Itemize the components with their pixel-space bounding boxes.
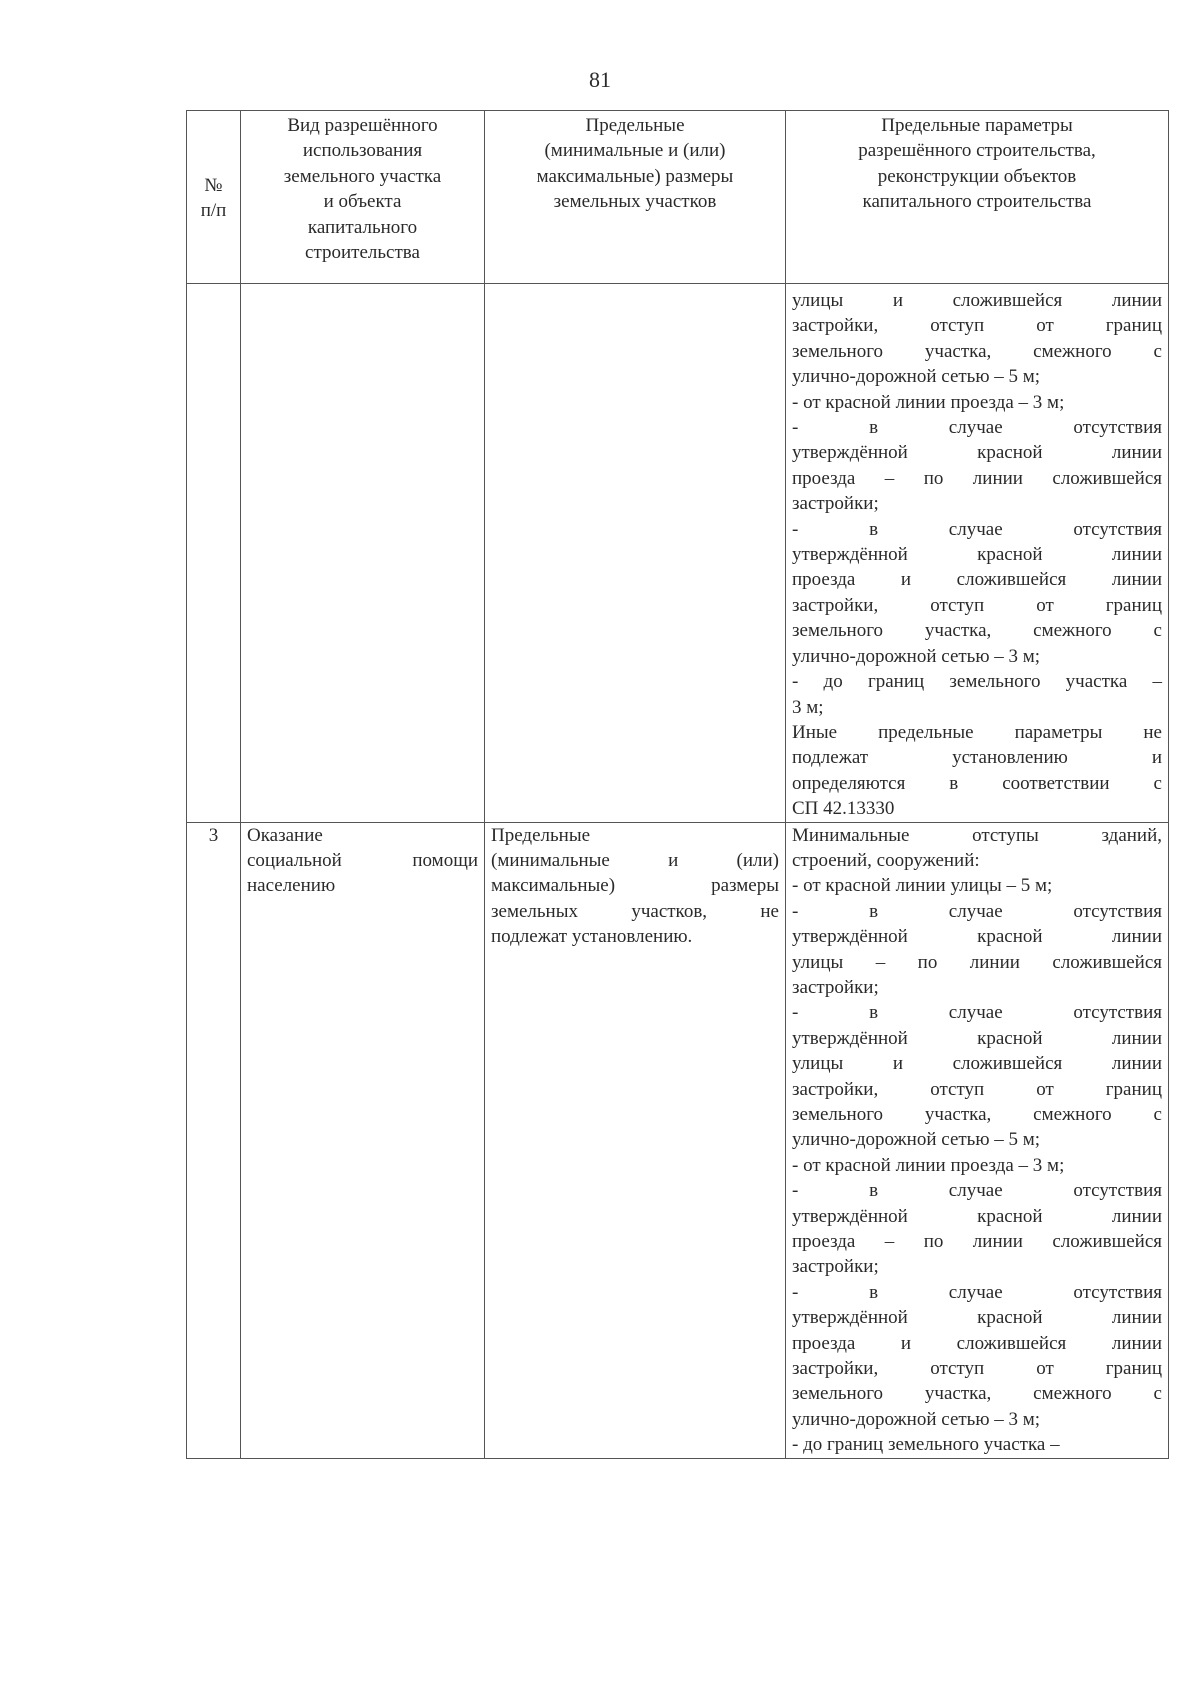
cell-text-line: улицы и сложившейся линии <box>792 290 1162 311</box>
header-use-type: Вид разрешённого использования земельного участка и объекта капитального строительства <box>241 111 485 284</box>
cell-text-line: застройки, отступ от границ <box>792 1358 1162 1380</box>
cell-text-line: утверждённой красной линии <box>792 544 1162 566</box>
cell-text-line: - от красной линии проезда – 3 м; <box>792 1154 1065 1176</box>
cell-text-line: застройки; <box>792 1256 879 1278</box>
cell-text-line: земельного участка, смежного с <box>792 1383 1162 1405</box>
page-number: 81 <box>589 67 611 92</box>
cell-text-line: проезда и сложившейся линии <box>792 569 1162 591</box>
header-construction-params: Предельные параметры разрешённого строительства, реконструкции объектов капитального строительства <box>786 111 1169 284</box>
cell-text-line: застройки; <box>792 976 879 998</box>
cell-text-line: - в случае отсутствия <box>792 900 1162 922</box>
cell-text-line: - в случае отсутствия <box>792 1002 1162 1024</box>
cell-text-line: проезда и сложившейся линии <box>792 1332 1162 1354</box>
cell-text-line: - в случае отсутствия <box>792 518 1162 540</box>
cell-construction-params <box>786 284 1169 823</box>
cell-text-line: улично-дорожной сетью – 3 м; <box>792 1408 1041 1430</box>
cell-text-line: земельного участка, смежного с <box>792 620 1162 642</box>
cell-text-line: подлежат установлению и <box>792 747 1162 769</box>
cell-text-line: - до границ земельного участка – <box>792 1434 1060 1456</box>
cell-text-line: Оказание <box>247 824 323 846</box>
cell-text-line: определяются в соответствии с <box>792 772 1162 794</box>
cell-text-line: застройки; <box>792 493 879 515</box>
cell-number <box>187 284 241 823</box>
cell-text-line: Минимальные отступы зданий, <box>792 824 1162 846</box>
cell-text-line: утверждённой красной линии <box>792 1307 1162 1329</box>
cell-text-line: проезда – по линии сложившейся <box>792 1231 1162 1253</box>
cell-text-line: 3 м; <box>792 696 824 718</box>
cell-text-line: утверждённой красной линии <box>792 1027 1162 1049</box>
cell-text-line: - от красной линии улицы – 5 м; <box>792 875 1053 897</box>
cell-text-line: строений, сооружений: <box>792 849 980 871</box>
cell-text-line: социальной помощи <box>247 849 478 871</box>
cell-text-line: застройки, отступ от границ <box>792 315 1162 337</box>
cell-text-line: улицы и сложившейся линии <box>792 1053 1162 1075</box>
table-row <box>187 822 1169 1458</box>
cell-text-line: застройки, отступ от границ <box>792 594 1162 616</box>
cell-text-line: улично-дорожной сетью – 3 м; <box>792 645 1041 667</box>
cell-text-line: максимальные) размеры <box>491 875 779 897</box>
cell-text-line: земельного участка, смежного с <box>792 1104 1162 1125</box>
cell-text-line: земельного участка, смежного с <box>792 340 1162 362</box>
cell-text-line: улично-дорожной сетью – 5 м; <box>792 1129 1041 1151</box>
cell-number: 3 <box>187 822 241 1458</box>
header-plot-sizes: Предельные (минимальные и (или) максимальные) размеры земельных участков <box>485 111 786 284</box>
cell-text-line: - до границ земельного участка – <box>792 671 1162 693</box>
cell-text-line: (минимальные и (или) <box>491 849 779 871</box>
table-row <box>187 284 1169 823</box>
cell-text-line: СП 42.13330 <box>792 798 895 820</box>
cell-text-line: - от красной линии проезда – 3 м; <box>792 391 1065 413</box>
cell-plot-sizes <box>485 284 786 823</box>
cell-use-type <box>241 284 485 823</box>
cell-construction-params <box>786 822 1169 1458</box>
cell-text-line: подлежат установлению. <box>491 926 693 948</box>
cell-text-line: улицы – по линии сложившейся <box>792 951 1162 973</box>
header-number: № п/п <box>187 111 241 284</box>
cell-text-line: - в случае отсутствия <box>792 417 1162 439</box>
zoning-table <box>186 110 1169 1459</box>
table-header-row <box>187 111 1169 284</box>
cell-text-line: населению <box>247 875 336 897</box>
cell-text-line: застройки, отступ от границ <box>792 1078 1162 1100</box>
cell-text-line: утверждённой красной линии <box>792 926 1162 948</box>
cell-text-line: утверждённой красной линии <box>792 1205 1162 1227</box>
cell-text-line: - в случае отсутствия <box>792 1180 1162 1202</box>
cell-text-line: проезда – по линии сложившейся <box>792 467 1162 489</box>
cell-text-line: земельных участков, не <box>491 900 779 922</box>
cell-text-line: - в случае отсутствия <box>792 1281 1162 1303</box>
cell-text-line: Предельные <box>491 824 591 846</box>
cell-text-line: улично-дорожной сетью – 5 м; <box>792 366 1041 388</box>
cell-text-line: утверждённой красной линии <box>792 442 1162 464</box>
cell-use-type <box>241 822 485 1458</box>
cell-plot-sizes <box>485 822 786 1458</box>
cell-text-line: Иные предельные параметры не <box>792 721 1162 743</box>
